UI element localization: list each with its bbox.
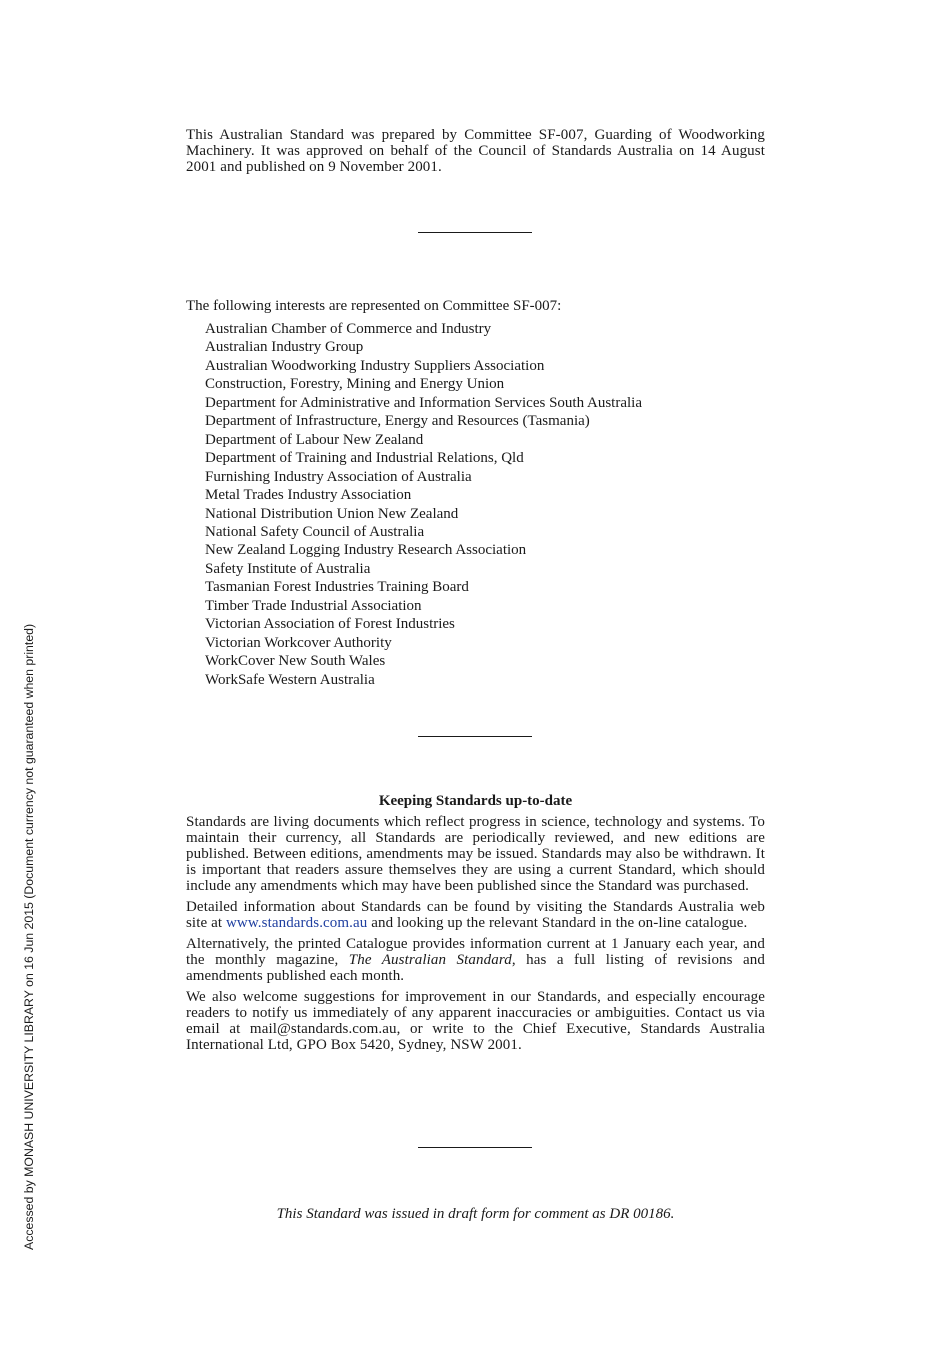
paragraph-text: Detailed information about Standards can be found by visiting the Standards Australia web site at <box>186 899 765 931</box>
committee-member: Australian Chamber of Commerce and Industry <box>205 321 492 337</box>
committee-member: Department for Administrative and Information Services South Australia <box>205 394 642 411</box>
section-divider <box>418 736 532 737</box>
committee-member: WorkSafe Western Australia <box>205 671 375 688</box>
committee-member: National Distribution Union New Zealand <box>205 505 459 522</box>
paragraph-text: and looking up the relevant Standard in the on-line catalogue. <box>367 915 748 931</box>
standards-website-link[interactable]: www.standards.com.au <box>225 915 368 931</box>
keeping-paragraph-3 <box>186 936 765 984</box>
committee-member: Furnishing Industry Association of Australia <box>205 468 472 485</box>
paragraph-text: Alternatively, the printed Catalogue provides information current at 1 January each year, and the monthly magazine, <box>186 936 765 968</box>
committee-member: Australian Industry Group <box>205 339 364 356</box>
keeping-paragraph-2 <box>186 899 765 931</box>
access-watermark: Accessed by MONASH UNIVERSITY LIBRARY on 16 Jun 2015 (Document currency not guaranteed when printed) <box>22 623 36 1250</box>
committee-member: Timber Trade Industrial Association <box>205 597 422 614</box>
committee-member: Metal Trades Industry Association <box>205 487 412 504</box>
section-divider <box>418 232 532 233</box>
committee-member: New Zealand Logging Industry Research Association <box>205 542 527 559</box>
committee-member-list <box>205 320 642 689</box>
section-divider <box>418 1147 532 1148</box>
committee-member: Department of Training and Industrial Relations, Qld <box>205 450 524 467</box>
committee-member: Australian Woodworking Industry Suppliers Association <box>205 357 545 374</box>
committee-member: Department of Infrastructure, Energy and Resources (Tasmania) <box>205 413 590 430</box>
committee-member: Victorian Association of Forest Industries <box>205 616 455 633</box>
committee-member: Department of Labour New Zealand <box>205 431 424 448</box>
committee-member: Construction, Forestry, Mining and Energy Union <box>205 376 505 393</box>
draft-note: This Standard was issued in draft form for comment as DR 00186. <box>276 1206 675 1222</box>
magazine-title: The Australian Standard <box>348 952 512 968</box>
committee-member: WorkCover New South Wales <box>205 653 386 670</box>
keeping-paragraph-1: Standards are living documents which reflect progress in science, technology and systems. To maintain their currency, all Standards are periodically reviewed, and new editions are published. Between editions, amendments may be issued. Standards may also be withdrawn. It is important that readers assure themselves they are using a current Standard, which should include any amendments which may have been published since the Standard was purchased. <box>186 814 765 894</box>
committee-member: National Safety Council of Australia <box>205 523 425 540</box>
keeping-standards-body <box>186 814 765 1058</box>
keeping-standards-heading: Keeping Standards up-to-date <box>378 793 573 809</box>
committee-member: Victorian Workcover Authority <box>205 634 392 651</box>
paragraph-text: , has a full listing of revisions and amendments published each month. <box>186 952 765 984</box>
committee-member: Safety Institute of Australia <box>205 560 371 577</box>
committee-heading: The following interests are represented on Committee SF-007: <box>186 298 562 314</box>
committee-member: Tasmanian Forest Industries Training Board <box>205 579 469 596</box>
intro-paragraph: This Australian Standard was prepared by Committee SF-007, Guarding of Woodworking Machinery. It was approved on behalf of the Council of Standards Australia on 14 August 2001 and published on 9 November 2001. <box>186 127 765 175</box>
keeping-paragraph-4: We also welcome suggestions for improvement in our Standards, and especially encourage readers to notify us immediately of any apparent inaccuracies or ambiguities. Contact us via email at mail@standards.com.au, or write to the Chief Executive, Standards Australia International Ltd, GPO Box 5420, Sydney, NSW 2001. <box>186 989 765 1053</box>
